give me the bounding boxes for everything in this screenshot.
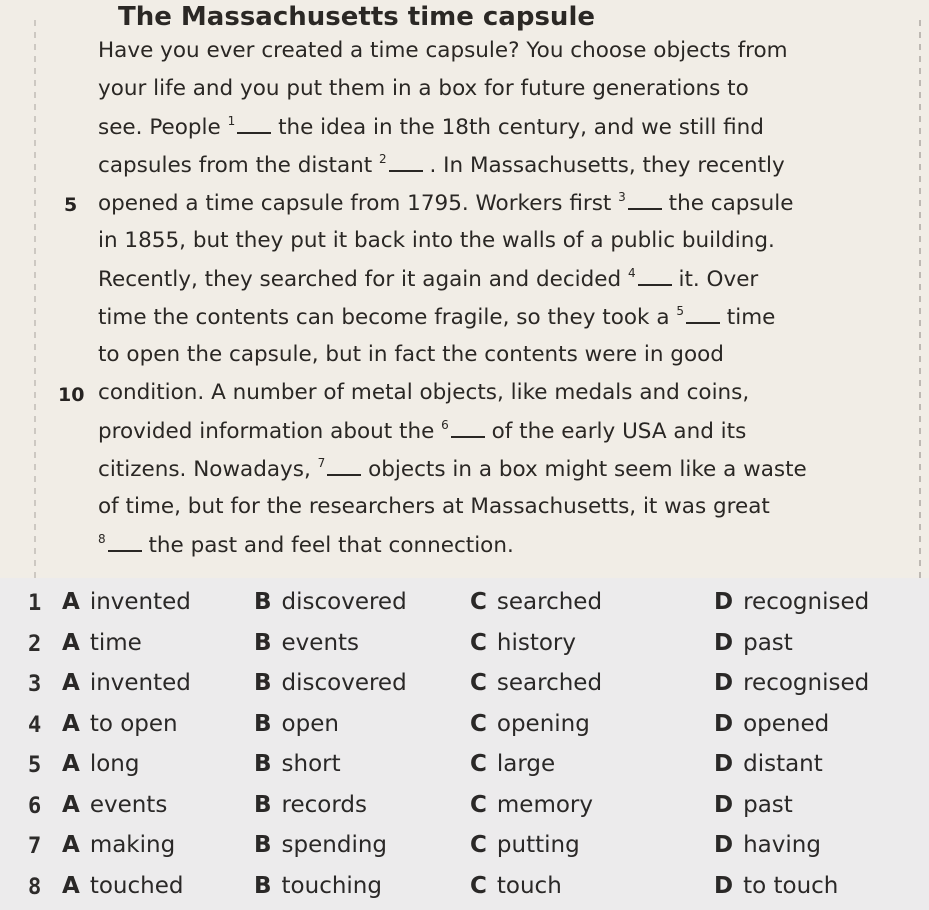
option-c[interactable] [470,832,580,858]
option-letter: B [254,670,272,696]
question-number: 6 [28,793,42,819]
option-c[interactable] [470,630,576,656]
passage-text: opened a time capsule from 1795. Workers first [98,191,619,216]
option-letter: A [62,751,80,777]
option-text: events [89,791,168,818]
passage-line [98,266,758,292]
gap-number: 2 [379,152,387,166]
option-letter: A [62,629,80,656]
passage-text: condition. A number of metal objects, like medals and coins, [98,380,750,405]
option-letter: C [470,872,487,899]
question-row [0,748,929,788]
gap-blank [451,422,485,438]
question-row [0,586,929,626]
option-c[interactable] [470,873,562,899]
option-text: open [281,710,339,737]
question-row [0,789,929,829]
question-number: 1 [28,591,42,616]
passage-line [98,228,775,253]
option-text: invented [89,589,191,615]
question-row [0,708,929,748]
option-d[interactable] [714,711,829,737]
gap-blank [108,536,142,552]
option-a[interactable] [62,630,142,656]
option-text: large [496,751,556,777]
option-d[interactable] [714,630,793,656]
option-text: touch [496,872,562,899]
answer-options [0,578,929,910]
gap-number: 8 [98,532,106,546]
page-title: The Massachusetts time capsule [118,2,595,32]
option-text: events [281,629,360,656]
option-a[interactable] [62,873,183,899]
question-number: 5 [28,753,42,778]
option-text: discovered [281,670,407,696]
option-text: putting [496,832,580,858]
option-letter: C [470,751,487,777]
option-text: distant [743,751,823,777]
option-letter: B [254,791,272,818]
option-text: touching [281,872,382,899]
option-text: discovered [281,589,407,615]
gap-number: 7 [317,456,326,470]
option-b[interactable] [254,832,387,858]
option-a[interactable] [62,589,191,615]
passage-text: the idea in the 18th century, and we still find [271,115,764,140]
option-letter: B [254,872,272,899]
passage-text: . In Massachusetts, they recently [422,153,785,178]
option-letter: B [254,629,272,656]
option-letter: B [254,710,272,737]
option-c[interactable] [470,589,602,615]
option-letter: B [254,751,272,777]
passage-text: provided information about the [98,419,442,444]
question-number: 4 [28,712,42,738]
option-d[interactable] [714,670,869,696]
passage-line [98,304,775,330]
passage-line [98,342,724,367]
gap-blank [628,194,662,210]
option-letter: B [254,832,272,858]
option-letter: D [714,670,734,696]
option-text: time [89,629,142,656]
option-d[interactable] [714,873,838,899]
option-letter: C [470,629,487,656]
option-letter: C [470,832,487,858]
option-c[interactable] [470,711,590,737]
option-b[interactable] [254,670,407,696]
line-number: 10 [58,384,85,406]
option-d[interactable] [714,832,821,858]
option-letter: C [470,710,487,737]
option-text: making [89,832,176,858]
option-text: recognised [743,589,870,615]
option-letter: A [62,589,80,615]
dashed-margin-left [34,20,36,580]
option-letter: D [714,629,734,656]
option-text: opening [496,710,590,737]
gap-number: 1 [227,114,236,128]
passage-text: time the contents can become fragile, so they took a [98,305,677,330]
dashed-margin-right [919,20,921,580]
gap-number: 6 [441,418,449,432]
option-d[interactable] [714,792,793,818]
question-number: 3 [28,672,42,697]
option-b[interactable] [254,711,339,737]
gap-blank [237,118,271,134]
question-number: 2 [28,631,42,657]
option-d[interactable] [714,751,823,777]
option-letter: B [254,589,272,615]
passage-text: Recently, they searched for it again and decided [98,267,629,292]
passage-line [98,114,764,140]
option-text: searched [496,670,603,696]
option-c[interactable] [470,670,602,696]
option-letter: A [62,710,80,737]
option-text: past [743,629,793,656]
question-row [0,667,929,707]
option-text: recognised [743,670,870,696]
option-letter: D [714,710,734,737]
gap-blank [638,270,672,286]
passage-text: to open the capsule, but in fact the contents were in good [98,342,724,367]
passage-line [98,38,788,63]
passage-text: capsules from the distant [98,153,380,178]
option-b[interactable] [254,630,359,656]
option-letter: C [470,791,487,818]
option-text: past [743,791,793,818]
passage-line [98,456,807,482]
gap-blank [686,308,720,324]
passage-line [98,76,749,101]
gap-number: 3 [618,190,626,204]
question-number: 8 [28,874,42,900]
option-letter: D [714,872,734,899]
option-letter: D [714,751,734,777]
option-text: invented [89,670,191,696]
passage-text: the capsule [661,191,794,216]
passage-line [98,418,746,444]
passage-text: in 1855, but they put it back into the walls of a public building. [98,228,775,253]
passage-line [98,532,514,558]
passage-line [98,190,793,216]
option-letter: D [714,832,734,858]
option-a[interactable] [62,711,178,737]
option-letter: A [62,832,80,858]
option-a[interactable] [62,670,191,696]
option-text: history [496,629,576,656]
option-a[interactable] [62,751,139,777]
passage-text: see. People [98,115,228,140]
option-text: opened [743,710,830,737]
gap-number: 4 [628,266,636,280]
option-c[interactable] [470,792,593,818]
option-letter: A [62,872,80,899]
option-a[interactable] [62,792,167,818]
option-a[interactable] [62,832,175,858]
option-text: to touch [743,872,839,899]
passage-text: time [719,305,776,330]
option-text: having [743,832,821,858]
passage-text: objects in a box might seem like a waste [361,457,807,482]
question-number: 7 [28,834,42,859]
question-row [0,829,929,869]
passage-text: Have you ever created a time capsule? You choose objects from [98,38,788,63]
option-text: to open [89,710,178,737]
passage-text: your life and you put them in a box for future generations to [98,76,749,101]
passage-text: the past and feel that connection. [141,533,514,558]
passage-line [98,380,749,405]
option-d[interactable] [714,589,869,615]
option-text: touched [89,872,184,899]
option-c[interactable] [470,751,555,777]
option-letter: C [470,589,487,615]
passage-text: citizens. Nowadays, [98,457,318,482]
gap-blank [327,460,361,476]
option-text: records [281,791,367,818]
option-text: spending [281,832,388,858]
option-letter: C [470,670,487,696]
option-letter: D [714,791,734,818]
option-text: long [89,751,140,777]
passage-text: it. Over [671,267,759,292]
option-letter: A [62,791,80,818]
gap-number: 5 [676,304,684,318]
gap-blank [389,156,423,172]
line-number: 5 [64,194,78,216]
option-b[interactable] [254,751,341,777]
option-b[interactable] [254,589,407,615]
question-row [0,627,929,667]
passage-text: of the early USA and its [484,419,747,444]
option-b[interactable] [254,873,382,899]
passage-line [98,494,770,519]
option-b[interactable] [254,792,367,818]
option-letter: D [714,589,734,615]
passage-line [98,152,785,178]
option-letter: A [62,670,80,696]
option-text: short [281,751,341,777]
option-text: searched [496,589,603,615]
option-text: memory [496,791,593,818]
passage-text: of time, but for the researchers at Massachusetts, it was great [98,494,770,519]
question-row [0,870,929,910]
